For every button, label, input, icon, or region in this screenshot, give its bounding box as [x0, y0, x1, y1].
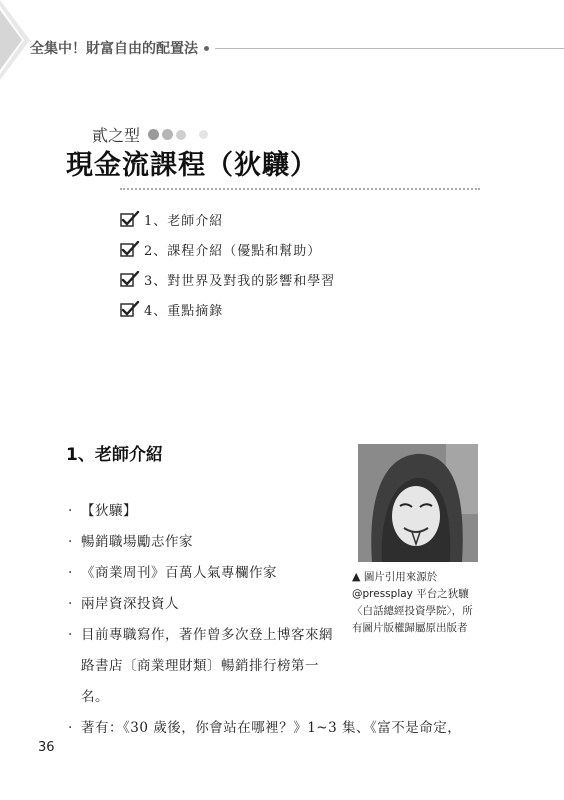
list-item: ‧ 暢銷職場勵志作家 — [68, 534, 193, 550]
triangle-up-icon: ▲ — [352, 570, 361, 583]
chapter-subtitle-text: 貳之型 — [92, 126, 141, 145]
toc-item — [120, 264, 335, 294]
toc-item-label: 3、對世界及對我的影響和學習 — [144, 273, 336, 289]
list-item: ‧ 著有：《30 歲後，你會站在哪裡？》1~3 集、《富不是命定， — [68, 720, 462, 736]
checkbox-checked-icon — [120, 271, 140, 287]
section-heading: 1、老師介紹 — [66, 445, 163, 465]
list-item: ‧ 目前專職寫作，著作曾多次登上博客來網路書店〔商業理財類〕暢銷排行榜第一名。 — [68, 627, 333, 705]
bullet-list — [66, 496, 486, 744]
toc-item-label: 2、課程介紹（優點和幫助） — [144, 243, 322, 259]
running-header — [30, 38, 564, 58]
header-rule — [215, 48, 564, 49]
toc-item-label: 1、老師介紹 — [144, 213, 224, 229]
running-title: 全集中！財富自由的配置法 — [30, 41, 198, 57]
checkbox-checked-icon — [120, 241, 140, 257]
list-item: ‧ 《商業周刊》百萬人氣專欄作家 — [68, 565, 277, 581]
chapter-title: 現金流課程（狄驤） — [66, 150, 318, 181]
decorative-dots — [148, 129, 211, 140]
header-dot — [204, 46, 209, 51]
caption-text: 圖片引用來源於@pressplay 平台之狄驤〈白話總經投資學院〉，所有圖片版權歸屬原出版者 — [352, 571, 473, 634]
list-item: ‧ 【狄驤】 — [68, 503, 137, 519]
toc-item — [120, 294, 335, 324]
list-item: ‧ 兩岸資深投資人 — [68, 596, 179, 612]
page-number: 36 — [38, 740, 55, 755]
checkbox-checked-icon — [120, 301, 140, 317]
toc-item — [120, 204, 335, 234]
toc-item — [120, 234, 335, 264]
checkbox-checked-icon — [120, 211, 140, 227]
toc-item-label: 4、重點摘錄 — [144, 303, 224, 319]
dotted-divider — [120, 188, 480, 190]
table-of-contents — [120, 204, 335, 324]
